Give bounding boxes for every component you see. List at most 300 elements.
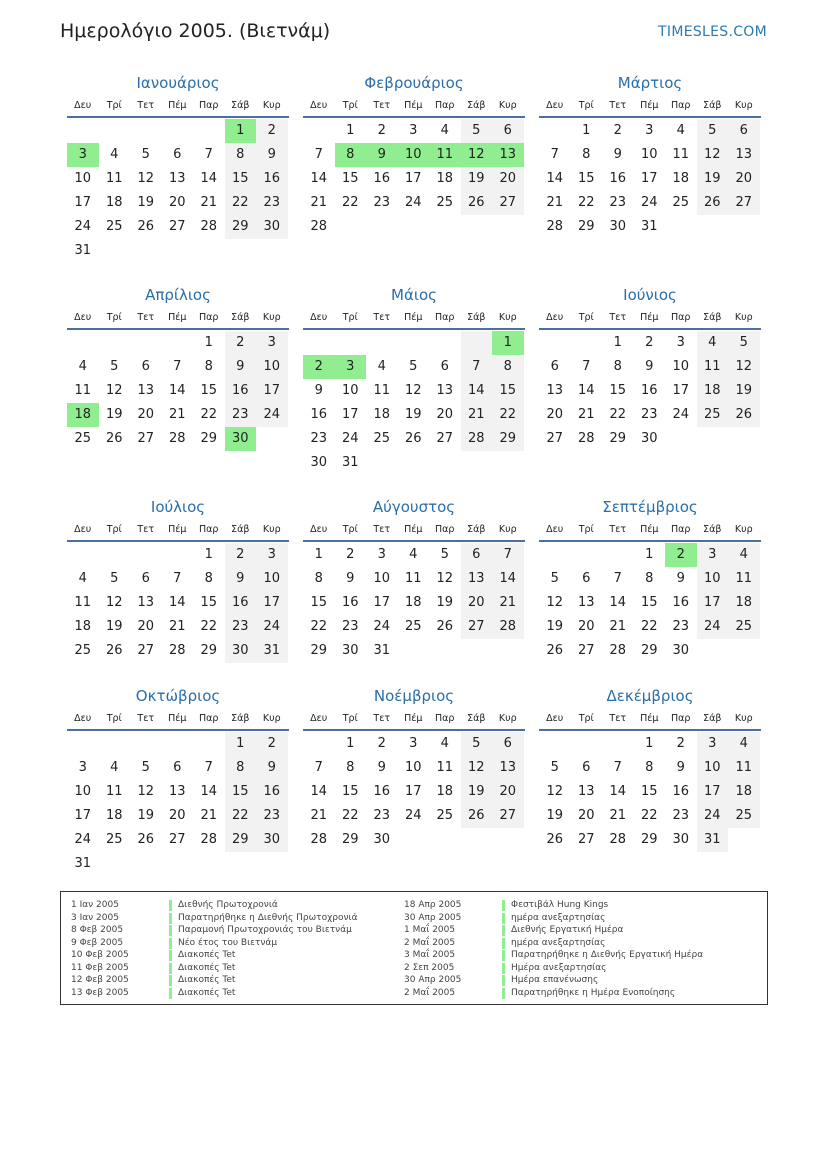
day-cell[interactable]: 13 — [168, 171, 186, 186]
day-cell[interactable]: 21 — [492, 591, 524, 615]
day-cell[interactable]: 24 — [373, 619, 391, 634]
day-cell[interactable]: 14 — [168, 595, 186, 610]
day-cell[interactable]: 25 — [697, 403, 729, 427]
day-cell[interactable]: 19 — [404, 407, 422, 422]
day-cell[interactable]: 23 — [373, 808, 391, 823]
day-cell[interactable]: 15 — [577, 171, 595, 186]
day-cell[interactable]: 30 — [225, 639, 257, 663]
day-cell[interactable]: 11 — [728, 567, 760, 591]
day-cell[interactable]: 27 — [461, 615, 493, 639]
day-cell[interactable]: 15 — [225, 780, 257, 804]
day-cell[interactable]: 7 — [550, 147, 559, 162]
day-cell[interactable]: 2 — [256, 119, 288, 143]
day-cell[interactable]: 29 — [341, 832, 359, 847]
day-cell[interactable]: 5 — [461, 119, 493, 143]
day-cell[interactable]: 20 — [577, 619, 595, 634]
day-cell[interactable]: 28 — [461, 427, 493, 451]
day-cell[interactable]: 15 — [492, 379, 524, 403]
day-cell[interactable]: 2 — [665, 543, 697, 567]
day-cell[interactable]: 19 — [728, 379, 760, 403]
day-cell[interactable]: 27 — [492, 804, 524, 828]
day-cell[interactable]: 3 — [67, 143, 99, 167]
day-cell[interactable]: 30 — [672, 832, 690, 847]
day-cell[interactable]: 31 — [640, 219, 658, 234]
day-cell[interactable]: 29 — [225, 215, 257, 239]
day-cell[interactable]: 21 — [609, 808, 627, 823]
day-cell[interactable]: 23 — [225, 403, 257, 427]
day-cell[interactable]: 17 — [74, 808, 92, 823]
day-cell[interactable]: 17 — [256, 591, 288, 615]
day-cell[interactable]: 9 — [314, 383, 323, 398]
day-cell[interactable]: 18 — [436, 171, 454, 186]
day-cell[interactable]: 15 — [609, 383, 627, 398]
day-cell[interactable]: 4 — [676, 123, 685, 138]
day-cell[interactable]: 28 — [577, 431, 595, 446]
day-cell[interactable]: 28 — [200, 219, 218, 234]
day-cell[interactable]: 24 — [74, 832, 92, 847]
day-cell[interactable]: 6 — [492, 119, 524, 143]
day-cell[interactable]: 21 — [168, 619, 186, 634]
day-cell[interactable]: 24 — [640, 195, 658, 210]
day-cell[interactable]: 24 — [74, 219, 92, 234]
day-cell[interactable]: 2 — [645, 335, 654, 350]
day-cell[interactable]: 5 — [110, 359, 119, 374]
day-cell[interactable]: 27 — [546, 431, 564, 446]
day-cell[interactable]: 3 — [256, 331, 288, 355]
day-cell[interactable]: 17 — [256, 379, 288, 403]
day-cell[interactable]: 8 — [645, 571, 654, 586]
day-cell[interactable]: 28 — [546, 219, 564, 234]
day-cell[interactable]: 9 — [256, 143, 288, 167]
day-cell[interactable]: 25 — [728, 804, 760, 828]
day-cell[interactable]: 12 — [546, 784, 564, 799]
day-cell[interactable]: 9 — [225, 355, 257, 379]
day-cell[interactable]: 12 — [404, 383, 422, 398]
day-cell[interactable]: 26 — [436, 619, 454, 634]
day-cell[interactable]: 18 — [436, 784, 454, 799]
day-cell[interactable]: 16 — [256, 780, 288, 804]
day-cell[interactable]: 18 — [373, 407, 391, 422]
day-cell[interactable]: 6 — [173, 760, 182, 775]
day-cell[interactable]: 4 — [440, 736, 449, 751]
day-cell[interactable]: 4 — [377, 359, 386, 374]
day-cell[interactable]: 25 — [74, 431, 92, 446]
day-cell[interactable]: 14 — [492, 567, 524, 591]
day-cell[interactable]: 18 — [728, 591, 760, 615]
day-cell[interactable]: 5 — [409, 359, 418, 374]
day-cell[interactable]: 10 — [373, 571, 391, 586]
day-cell[interactable]: 26 — [546, 643, 564, 658]
day-cell[interactable]: 26 — [546, 832, 564, 847]
day-cell[interactable]: 29 — [640, 832, 658, 847]
day-cell[interactable]: 18 — [74, 619, 92, 634]
day-cell[interactable]: 9 — [366, 143, 398, 167]
day-cell[interactable]: 22 — [225, 804, 257, 828]
day-cell[interactable]: 3 — [78, 760, 87, 775]
day-cell[interactable]: 3 — [697, 732, 729, 756]
day-cell[interactable]: 27 — [728, 191, 760, 215]
day-cell[interactable]: 23 — [256, 804, 288, 828]
day-cell[interactable]: 21 — [200, 195, 218, 210]
day-cell[interactable]: 11 — [105, 784, 123, 799]
day-cell[interactable]: 27 — [492, 191, 524, 215]
day-cell[interactable]: 6 — [440, 359, 449, 374]
day-cell[interactable]: 23 — [341, 619, 359, 634]
brand-logo[interactable]: TIMESLES.COM — [658, 24, 767, 40]
day-cell[interactable]: 25 — [373, 431, 391, 446]
day-cell[interactable]: 4 — [409, 547, 418, 562]
day-cell[interactable]: 25 — [436, 808, 454, 823]
day-cell[interactable]: 17 — [373, 595, 391, 610]
day-cell[interactable]: 15 — [200, 383, 218, 398]
day-cell[interactable]: 30 — [225, 427, 257, 451]
day-cell[interactable]: 14 — [200, 784, 218, 799]
day-cell[interactable]: 18 — [67, 403, 99, 427]
day-cell[interactable]: 14 — [200, 171, 218, 186]
day-cell[interactable]: 11 — [728, 756, 760, 780]
day-cell[interactable]: 30 — [256, 828, 288, 852]
day-cell[interactable]: 6 — [141, 571, 150, 586]
day-cell[interactable]: 22 — [640, 619, 658, 634]
day-cell[interactable]: 8 — [645, 760, 654, 775]
day-cell[interactable]: 26 — [404, 431, 422, 446]
day-cell[interactable]: 5 — [550, 760, 559, 775]
day-cell[interactable]: 28 — [200, 832, 218, 847]
day-cell[interactable]: 1 — [613, 335, 622, 350]
day-cell[interactable]: 7 — [613, 760, 622, 775]
day-cell[interactable]: 21 — [310, 808, 328, 823]
day-cell[interactable]: 2 — [676, 736, 685, 751]
day-cell[interactable]: 19 — [436, 595, 454, 610]
day-cell[interactable]: 7 — [173, 359, 182, 374]
day-cell[interactable]: 19 — [546, 619, 564, 634]
day-cell[interactable]: 10 — [697, 756, 729, 780]
day-cell[interactable]: 2 — [613, 123, 622, 138]
day-cell[interactable]: 2 — [225, 331, 257, 355]
day-cell[interactable]: 16 — [341, 595, 359, 610]
day-cell[interactable]: 23 — [609, 195, 627, 210]
day-cell[interactable]: 10 — [404, 760, 422, 775]
day-cell[interactable]: 14 — [168, 383, 186, 398]
day-cell[interactable]: 21 — [609, 619, 627, 634]
day-cell[interactable]: 25 — [105, 832, 123, 847]
day-cell[interactable]: 10 — [640, 147, 658, 162]
day-cell[interactable]: 3 — [377, 547, 386, 562]
day-cell[interactable]: 20 — [461, 591, 493, 615]
day-cell[interactable]: 21 — [310, 195, 328, 210]
day-cell[interactable]: 6 — [461, 543, 493, 567]
day-cell[interactable]: 12 — [546, 595, 564, 610]
day-cell[interactable]: 15 — [200, 595, 218, 610]
day-cell[interactable]: 8 — [582, 147, 591, 162]
day-cell[interactable]: 4 — [110, 147, 119, 162]
day-cell[interactable]: 24 — [256, 615, 288, 639]
day-cell[interactable]: 17 — [672, 383, 690, 398]
day-cell[interactable]: 13 — [168, 784, 186, 799]
day-cell[interactable]: 9 — [613, 147, 622, 162]
day-cell[interactable]: 7 — [204, 147, 213, 162]
day-cell[interactable]: 27 — [168, 832, 186, 847]
day-cell[interactable]: 29 — [200, 643, 218, 658]
day-cell[interactable]: 21 — [546, 195, 564, 210]
day-cell[interactable]: 24 — [672, 407, 690, 422]
day-cell[interactable]: 31 — [697, 828, 729, 852]
day-cell[interactable]: 19 — [137, 808, 155, 823]
day-cell[interactable]: 1 — [225, 119, 257, 143]
day-cell[interactable]: 28 — [609, 832, 627, 847]
day-cell[interactable]: 4 — [78, 571, 87, 586]
day-cell[interactable]: 16 — [640, 383, 658, 398]
day-cell[interactable]: 11 — [105, 171, 123, 186]
day-cell[interactable]: 9 — [377, 760, 386, 775]
day-cell[interactable]: 29 — [200, 431, 218, 446]
day-cell[interactable]: 3 — [335, 355, 367, 379]
day-cell[interactable]: 21 — [168, 407, 186, 422]
day-cell[interactable]: 5 — [110, 571, 119, 586]
day-cell[interactable]: 3 — [676, 335, 685, 350]
day-cell[interactable]: 11 — [436, 760, 454, 775]
day-cell[interactable]: 27 — [137, 643, 155, 658]
day-cell[interactable]: 1 — [645, 547, 654, 562]
day-cell[interactable]: 23 — [256, 191, 288, 215]
day-cell[interactable]: 17 — [74, 195, 92, 210]
day-cell[interactable]: 25 — [728, 615, 760, 639]
day-cell[interactable]: 14 — [546, 171, 564, 186]
day-cell[interactable]: 23 — [672, 808, 690, 823]
day-cell[interactable]: 27 — [577, 832, 595, 847]
day-cell[interactable]: 6 — [582, 760, 591, 775]
day-cell[interactable]: 2 — [225, 543, 257, 567]
day-cell[interactable]: 20 — [436, 407, 454, 422]
day-cell[interactable]: 8 — [346, 760, 355, 775]
day-cell[interactable]: 1 — [314, 547, 323, 562]
day-cell[interactable]: 7 — [314, 147, 323, 162]
day-cell[interactable]: 28 — [492, 615, 524, 639]
day-cell[interactable]: 22 — [341, 808, 359, 823]
day-cell[interactable]: 18 — [728, 780, 760, 804]
day-cell[interactable]: 31 — [74, 856, 92, 871]
day-cell[interactable]: 13 — [728, 143, 760, 167]
day-cell[interactable]: 17 — [404, 171, 422, 186]
day-cell[interactable]: 17 — [404, 784, 422, 799]
day-cell[interactable]: 15 — [225, 167, 257, 191]
day-cell[interactable]: 9 — [346, 571, 355, 586]
day-cell[interactable]: 5 — [440, 547, 449, 562]
day-cell[interactable]: 27 — [168, 219, 186, 234]
day-cell[interactable]: 23 — [310, 431, 328, 446]
day-cell[interactable]: 21 — [577, 407, 595, 422]
day-cell[interactable]: 5 — [728, 331, 760, 355]
day-cell[interactable]: 18 — [404, 595, 422, 610]
day-cell[interactable]: 25 — [404, 619, 422, 634]
day-cell[interactable]: 26 — [105, 431, 123, 446]
day-cell[interactable]: 3 — [409, 123, 418, 138]
day-cell[interactable]: 28 — [310, 832, 328, 847]
day-cell[interactable]: 29 — [577, 219, 595, 234]
day-cell[interactable]: 5 — [697, 119, 729, 143]
day-cell[interactable]: 4 — [440, 123, 449, 138]
day-cell[interactable]: 14 — [310, 171, 328, 186]
day-cell[interactable]: 8 — [204, 571, 213, 586]
day-cell[interactable]: 14 — [461, 379, 493, 403]
day-cell[interactable]: 19 — [461, 780, 493, 804]
day-cell[interactable]: 6 — [492, 732, 524, 756]
day-cell[interactable]: 1 — [204, 335, 213, 350]
day-cell[interactable]: 31 — [341, 455, 359, 470]
day-cell[interactable]: 4 — [110, 760, 119, 775]
day-cell[interactable]: 13 — [577, 595, 595, 610]
day-cell[interactable]: 2 — [303, 355, 335, 379]
day-cell[interactable]: 18 — [105, 195, 123, 210]
day-cell[interactable]: 24 — [341, 431, 359, 446]
day-cell[interactable]: 31 — [256, 639, 288, 663]
day-cell[interactable]: 17 — [341, 407, 359, 422]
day-cell[interactable]: 17 — [697, 591, 729, 615]
day-cell[interactable]: 24 — [404, 195, 422, 210]
day-cell[interactable]: 12 — [697, 143, 729, 167]
day-cell[interactable]: 24 — [256, 403, 288, 427]
day-cell[interactable]: 30 — [672, 643, 690, 658]
day-cell[interactable]: 2 — [377, 123, 386, 138]
day-cell[interactable]: 31 — [74, 243, 92, 258]
day-cell[interactable]: 8 — [204, 359, 213, 374]
day-cell[interactable]: 12 — [461, 756, 493, 780]
day-cell[interactable]: 16 — [672, 784, 690, 799]
day-cell[interactable]: 22 — [341, 195, 359, 210]
day-cell[interactable]: 13 — [461, 567, 493, 591]
day-cell[interactable]: 7 — [582, 359, 591, 374]
day-cell[interactable]: 29 — [609, 431, 627, 446]
day-cell[interactable]: 7 — [461, 355, 493, 379]
day-cell[interactable]: 11 — [373, 383, 391, 398]
day-cell[interactable]: 17 — [697, 780, 729, 804]
day-cell[interactable]: 10 — [398, 143, 430, 167]
day-cell[interactable]: 28 — [310, 219, 328, 234]
day-cell[interactable]: 7 — [173, 571, 182, 586]
day-cell[interactable]: 7 — [204, 760, 213, 775]
day-cell[interactable]: 12 — [137, 171, 155, 186]
day-cell[interactable]: 13 — [492, 143, 524, 167]
day-cell[interactable]: 16 — [373, 171, 391, 186]
day-cell[interactable]: 30 — [609, 219, 627, 234]
day-cell[interactable]: 19 — [105, 407, 123, 422]
day-cell[interactable]: 29 — [225, 828, 257, 852]
day-cell[interactable]: 16 — [609, 171, 627, 186]
day-cell[interactable]: 20 — [137, 619, 155, 634]
day-cell[interactable]: 20 — [546, 407, 564, 422]
day-cell[interactable]: 15 — [341, 171, 359, 186]
day-cell[interactable]: 30 — [373, 832, 391, 847]
day-cell[interactable]: 1 — [492, 331, 524, 355]
day-cell[interactable]: 19 — [137, 195, 155, 210]
day-cell[interactable]: 22 — [492, 403, 524, 427]
day-cell[interactable]: 20 — [168, 808, 186, 823]
day-cell[interactable]: 30 — [341, 643, 359, 658]
day-cell[interactable]: 4 — [78, 359, 87, 374]
day-cell[interactable]: 2 — [256, 732, 288, 756]
day-cell[interactable]: 3 — [697, 543, 729, 567]
day-cell[interactable]: 12 — [436, 571, 454, 586]
day-cell[interactable]: 10 — [341, 383, 359, 398]
day-cell[interactable]: 29 — [640, 643, 658, 658]
day-cell[interactable]: 13 — [436, 383, 454, 398]
day-cell[interactable]: 20 — [168, 195, 186, 210]
day-cell[interactable]: 23 — [672, 619, 690, 634]
day-cell[interactable]: 13 — [137, 595, 155, 610]
day-cell[interactable]: 24 — [404, 808, 422, 823]
day-cell[interactable]: 16 — [225, 591, 257, 615]
day-cell[interactable]: 8 — [492, 355, 524, 379]
day-cell[interactable]: 30 — [640, 431, 658, 446]
day-cell[interactable]: 26 — [697, 191, 729, 215]
day-cell[interactable]: 6 — [582, 571, 591, 586]
day-cell[interactable]: 28 — [609, 643, 627, 658]
day-cell[interactable]: 11 — [697, 355, 729, 379]
day-cell[interactable]: 12 — [728, 355, 760, 379]
day-cell[interactable]: 3 — [256, 543, 288, 567]
day-cell[interactable]: 22 — [640, 808, 658, 823]
day-cell[interactable]: 9 — [256, 756, 288, 780]
day-cell[interactable]: 8 — [613, 359, 622, 374]
day-cell[interactable]: 8 — [314, 571, 323, 586]
day-cell[interactable]: 17 — [640, 171, 658, 186]
day-cell[interactable]: 15 — [310, 595, 328, 610]
day-cell[interactable]: 2 — [346, 547, 355, 562]
day-cell[interactable]: 21 — [200, 808, 218, 823]
day-cell[interactable]: 19 — [461, 167, 493, 191]
day-cell[interactable]: 25 — [105, 219, 123, 234]
day-cell[interactable]: 6 — [141, 359, 150, 374]
day-cell[interactable]: 1 — [582, 123, 591, 138]
day-cell[interactable]: 26 — [105, 643, 123, 658]
day-cell[interactable]: 9 — [645, 359, 654, 374]
day-cell[interactable]: 30 — [256, 215, 288, 239]
day-cell[interactable]: 20 — [137, 407, 155, 422]
day-cell[interactable]: 20 — [577, 808, 595, 823]
day-cell[interactable]: 3 — [409, 736, 418, 751]
day-cell[interactable]: 11 — [404, 571, 422, 586]
day-cell[interactable]: 16 — [672, 595, 690, 610]
day-cell[interactable]: 7 — [492, 543, 524, 567]
day-cell[interactable]: 2 — [377, 736, 386, 751]
day-cell[interactable]: 10 — [256, 567, 288, 591]
day-cell[interactable]: 18 — [105, 808, 123, 823]
day-cell[interactable]: 22 — [609, 407, 627, 422]
day-cell[interactable]: 22 — [310, 619, 328, 634]
day-cell[interactable]: 5 — [141, 147, 150, 162]
day-cell[interactable]: 22 — [577, 195, 595, 210]
day-cell[interactable]: 22 — [200, 619, 218, 634]
day-cell[interactable]: 6 — [550, 359, 559, 374]
day-cell[interactable]: 16 — [256, 167, 288, 191]
day-cell[interactable]: 10 — [74, 784, 92, 799]
day-cell[interactable]: 23 — [225, 615, 257, 639]
day-cell[interactable]: 15 — [341, 784, 359, 799]
day-cell[interactable]: 13 — [137, 383, 155, 398]
day-cell[interactable]: 10 — [697, 567, 729, 591]
day-cell[interactable]: 16 — [225, 379, 257, 403]
day-cell[interactable]: 3 — [645, 123, 654, 138]
day-cell[interactable]: 18 — [672, 171, 690, 186]
day-cell[interactable]: 31 — [373, 643, 391, 658]
day-cell[interactable]: 8 — [225, 756, 257, 780]
day-cell[interactable]: 25 — [74, 643, 92, 658]
day-cell[interactable]: 1 — [346, 736, 355, 751]
day-cell[interactable]: 9 — [225, 567, 257, 591]
day-cell[interactable]: 14 — [577, 383, 595, 398]
day-cell[interactable]: 4 — [697, 331, 729, 355]
day-cell[interactable]: 29 — [492, 427, 524, 451]
